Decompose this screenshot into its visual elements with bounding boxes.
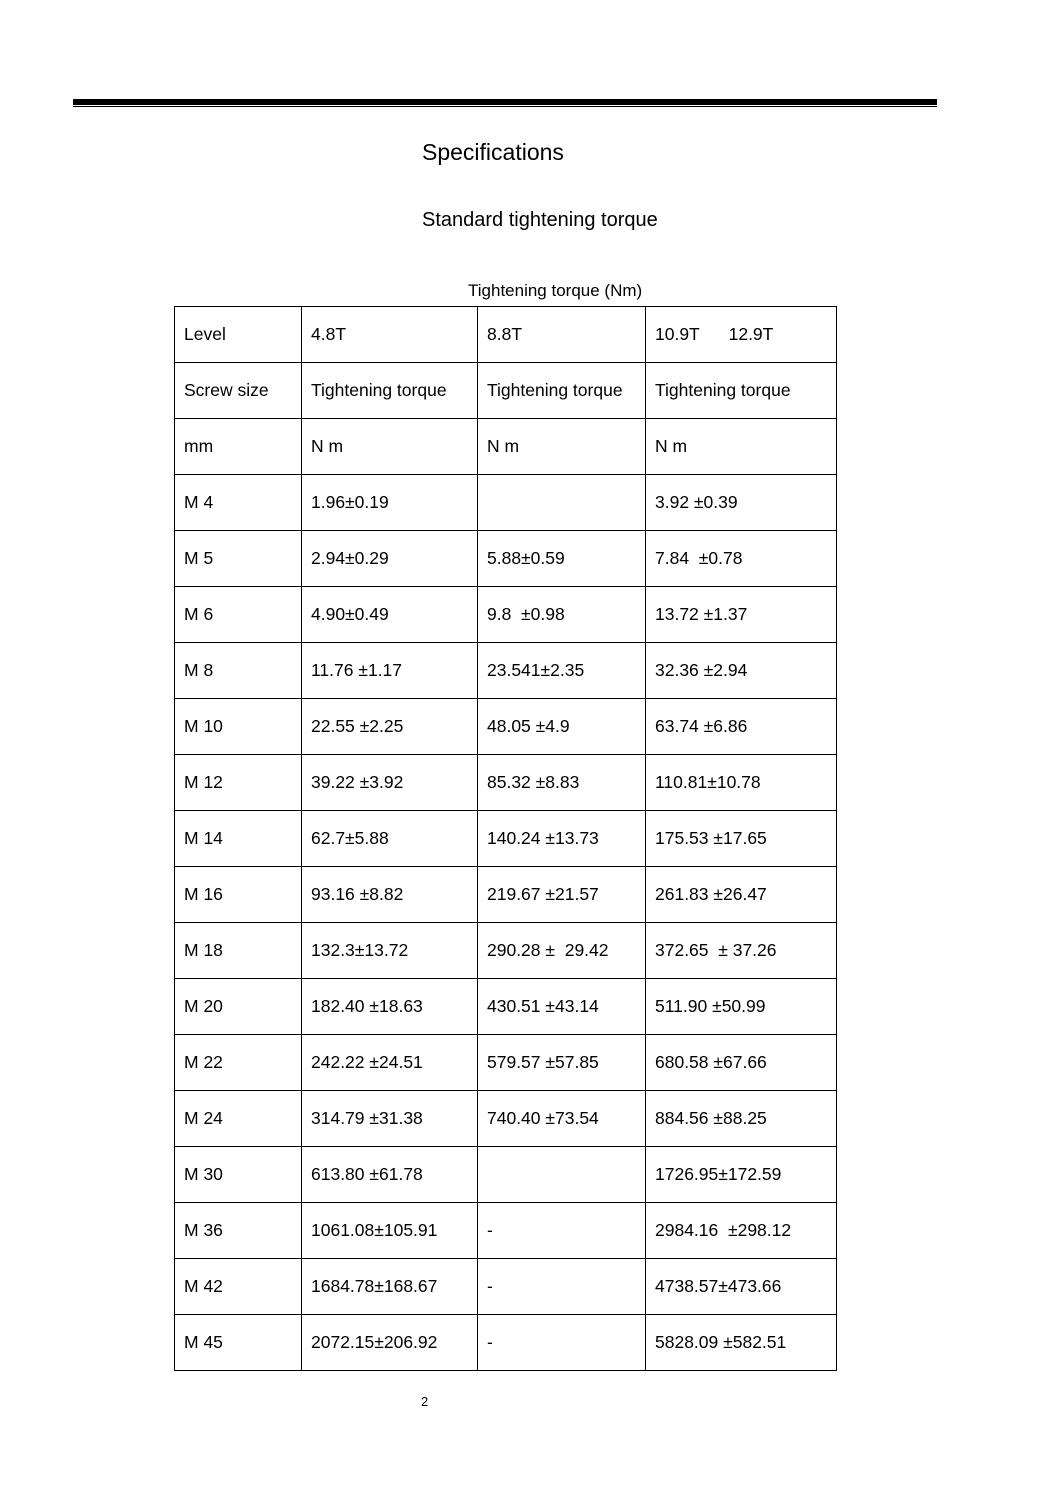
grade-4-8t-cell: 1684.78±168.67 [302, 1259, 478, 1315]
screw-size-cell: M 5 [175, 531, 302, 587]
grade-8-8t-cell: 140.24 ±13.73 [478, 811, 646, 867]
grade-8-8t-cell: 290.28 ± 29.42 [478, 923, 646, 979]
screw-size-cell: M 6 [175, 587, 302, 643]
grade-10-9t-12-9t-cell: 13.72 ±1.37 [646, 587, 837, 643]
grade-8-8t-cell: 219.67 ±21.57 [478, 867, 646, 923]
table-row [175, 531, 837, 587]
grade-8-8t-cell: 48.05 ±4.9 [478, 699, 646, 755]
grade-10-9t-12-9t-cell: 372.65 ± 37.26 [646, 923, 837, 979]
grade-10-9t-12-9t-cell: 261.83 ±26.47 [646, 867, 837, 923]
screw-size-cell: mm [175, 419, 302, 475]
table-row [175, 1315, 837, 1371]
header-rule-thick [73, 99, 937, 105]
table-row [175, 755, 837, 811]
screw-size-cell: Level [175, 307, 302, 363]
table-row [175, 867, 837, 923]
grade-8-8t-cell: Tightening torque [478, 363, 646, 419]
screw-size-cell: M 14 [175, 811, 302, 867]
grade-8-8t-cell: - [478, 1259, 646, 1315]
grade-8-8t-cell [478, 1147, 646, 1203]
table-caption: Tightening torque (Nm) [468, 281, 643, 300]
grade-8-8t-cell: 9.8 ±0.98 [478, 587, 646, 643]
grade-10-9t-12-9t-cell: 511.90 ±50.99 [646, 979, 837, 1035]
torque-table-body [175, 307, 837, 1371]
torque-table [174, 306, 837, 1371]
table-header-row [175, 363, 837, 419]
grade-4-8t-cell: 1.96±0.19 [302, 475, 478, 531]
table-row [175, 979, 837, 1035]
screw-size-cell: M 45 [175, 1315, 302, 1371]
grade-8-8t-cell [478, 475, 646, 531]
grade-10-9t-12-9t-cell: 2984.16 ±298.12 [646, 1203, 837, 1259]
grade-4-8t-cell: 4.90±0.49 [302, 587, 478, 643]
grade-10-9t-12-9t-cell: 884.56 ±88.25 [646, 1091, 837, 1147]
table-row [175, 1147, 837, 1203]
table-row [175, 643, 837, 699]
grade-4-8t-cell: 132.3±13.72 [302, 923, 478, 979]
grade-8-8t-cell: 23.541±2.35 [478, 643, 646, 699]
grade-4-8t-cell: 93.16 ±8.82 [302, 867, 478, 923]
grade-8-8t-cell: 5.88±0.59 [478, 531, 646, 587]
screw-size-cell: M 8 [175, 643, 302, 699]
grade-4-8t-cell: 22.55 ±2.25 [302, 699, 478, 755]
screw-size-cell: M 30 [175, 1147, 302, 1203]
grade-4-8t-cell: 2072.15±206.92 [302, 1315, 478, 1371]
page-title: Specifications [422, 139, 564, 165]
section-subtitle: Standard tightening torque [422, 209, 658, 231]
table-row [175, 923, 837, 979]
screw-size-cell: M 36 [175, 1203, 302, 1259]
table-header-row [175, 307, 837, 363]
grade-4-8t-cell: 11.76 ±1.17 [302, 643, 478, 699]
grade-10-9t-12-9t-cell: 3.92 ±0.39 [646, 475, 837, 531]
grade-4-8t-cell: 314.79 ±31.38 [302, 1091, 478, 1147]
table-row [175, 1035, 837, 1091]
grade-4-8t-cell: N m [302, 419, 478, 475]
grade-10-9t-12-9t-cell: 5828.09 ±582.51 [646, 1315, 837, 1371]
grade-10-9t-12-9t-cell: 680.58 ±67.66 [646, 1035, 837, 1091]
grade-4-8t-cell: 182.40 ±18.63 [302, 979, 478, 1035]
grade-10-9t-12-9t-cell: Tightening torque [646, 363, 837, 419]
screw-size-cell: M 16 [175, 867, 302, 923]
table-row [175, 587, 837, 643]
grade-8-8t-cell: 85.32 ±8.83 [478, 755, 646, 811]
grade-4-8t-cell: Tightening torque [302, 363, 478, 419]
grade-8-8t-cell: 579.57 ±57.85 [478, 1035, 646, 1091]
table-row [175, 699, 837, 755]
grade-8-8t-cell: N m [478, 419, 646, 475]
screw-size-cell: M 12 [175, 755, 302, 811]
grade-4-8t-cell: 2.94±0.29 [302, 531, 478, 587]
grade-8-8t-cell: 740.40 ±73.54 [478, 1091, 646, 1147]
header-rule-thin [73, 106, 937, 107]
grade-10-9t-12-9t-cell: 4738.57±473.66 [646, 1259, 837, 1315]
table-row [175, 1091, 837, 1147]
screw-size-cell: M 24 [175, 1091, 302, 1147]
grade-8-8t-cell: 8.8T [478, 307, 646, 363]
page-number: 2 [421, 1394, 429, 1409]
grade-10-9t-12-9t-cell: N m [646, 419, 837, 475]
grade-10-9t-12-9t-cell: 7.84 ±0.78 [646, 531, 837, 587]
screw-size-cell: M 10 [175, 699, 302, 755]
grade-10-9t-12-9t-cell: 110.81±10.78 [646, 755, 837, 811]
table-row [175, 1259, 837, 1315]
grade-10-9t-12-9t-cell: 10.9T 12.9T [646, 307, 837, 363]
table-row [175, 475, 837, 531]
grade-10-9t-12-9t-cell: 32.36 ±2.94 [646, 643, 837, 699]
grade-8-8t-cell: - [478, 1315, 646, 1371]
grade-4-8t-cell: 39.22 ±3.92 [302, 755, 478, 811]
grade-4-8t-cell: 1061.08±105.91 [302, 1203, 478, 1259]
grade-4-8t-cell: 242.22 ±24.51 [302, 1035, 478, 1091]
grade-8-8t-cell: - [478, 1203, 646, 1259]
screw-size-cell: M 20 [175, 979, 302, 1035]
screw-size-cell: M 4 [175, 475, 302, 531]
grade-4-8t-cell: 62.7±5.88 [302, 811, 478, 867]
grade-10-9t-12-9t-cell: 63.74 ±6.86 [646, 699, 837, 755]
grade-4-8t-cell: 613.80 ±61.78 [302, 1147, 478, 1203]
table-header-row [175, 419, 837, 475]
screw-size-cell: Screw size [175, 363, 302, 419]
screw-size-cell: M 18 [175, 923, 302, 979]
table-row [175, 1203, 837, 1259]
grade-8-8t-cell: 430.51 ±43.14 [478, 979, 646, 1035]
table-row [175, 811, 837, 867]
grade-10-9t-12-9t-cell: 175.53 ±17.65 [646, 811, 837, 867]
screw-size-cell: M 22 [175, 1035, 302, 1091]
grade-10-9t-12-9t-cell: 1726.95±172.59 [646, 1147, 837, 1203]
grade-4-8t-cell: 4.8T [302, 307, 478, 363]
screw-size-cell: M 42 [175, 1259, 302, 1315]
